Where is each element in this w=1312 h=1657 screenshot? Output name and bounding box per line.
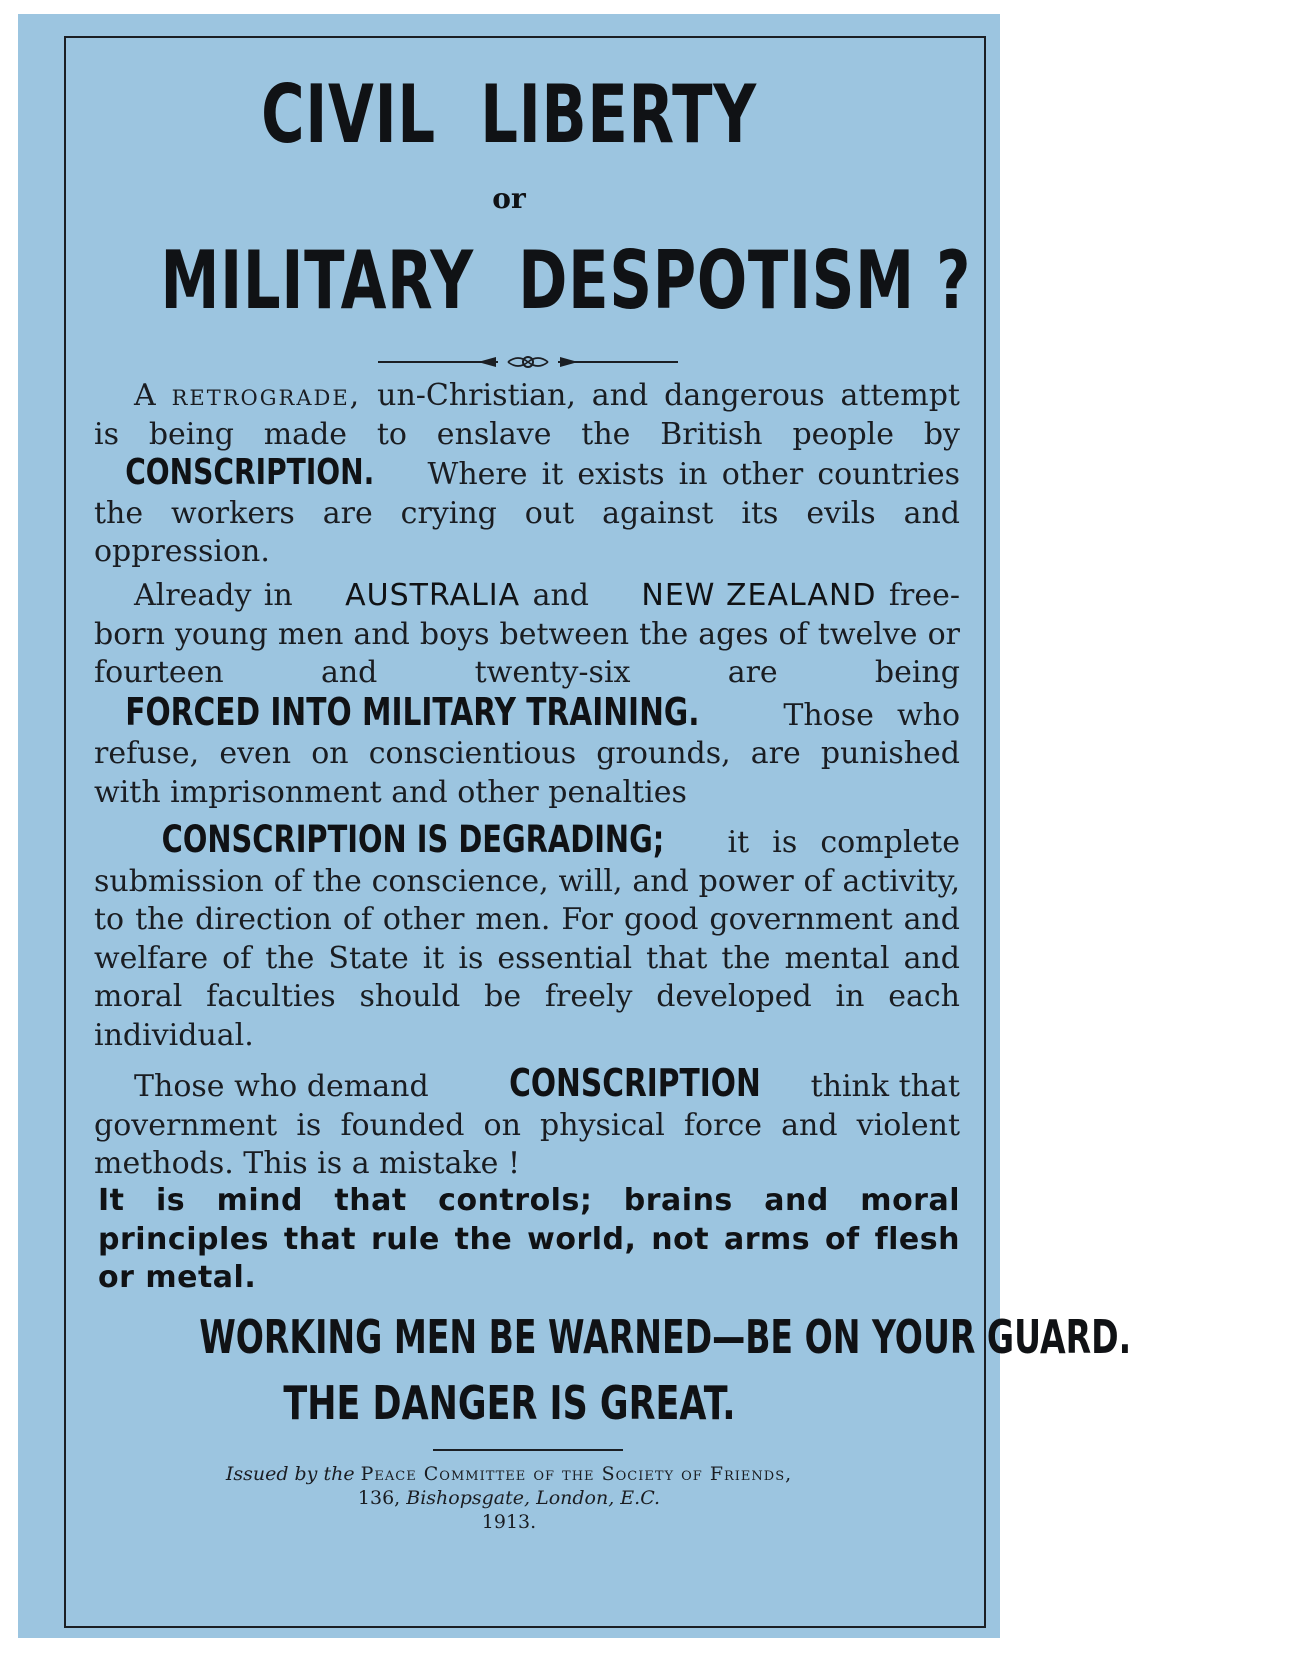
p4-conscription: CONSCRIPTION	[509, 1061, 762, 1105]
p2-australia: AUSTRALIA	[345, 578, 521, 613]
footer-issued: Issued by the	[225, 1463, 355, 1485]
p2-text-end: Those who refuse, even on conscientious grounds, are punished with imprisonment and other penalties	[94, 697, 960, 810]
footer-line-2	[18, 1486, 1000, 1510]
p4-start: Those who demand	[134, 1069, 429, 1104]
p2-forced-training: FORCED INTO MILITARY TRAINING.	[125, 689, 700, 734]
footer-year: 1913.	[481, 1511, 537, 1533]
p2-new-zealand: NEW ZEALAND	[641, 578, 877, 613]
p3-degrading: CONSCRIPTION IS DEGRADING;	[161, 818, 665, 861]
paragraph-1	[94, 377, 960, 572]
ornament-divider	[378, 354, 678, 370]
p1-conscription: CONSCRIPTION.	[125, 452, 375, 493]
headline-line-2	[18, 234, 1000, 327]
paragraph-4	[94, 1061, 960, 1184]
headline-liberty: LIBERTY	[480, 68, 757, 161]
p4-text: think that government is founded on physical force and violent methods. This is a mistake !	[94, 1069, 960, 1181]
leaflet	[18, 14, 1132, 1638]
paragraph-2	[94, 577, 960, 812]
p1-text: un-Christian, and dangerous attempt is being made to enslave the British people by	[94, 378, 960, 452]
p3-text: it is complete submission of the conscience, will, and power of activity, to the direction of other men. For good government and welfare of the State it is essential that the mental and moral faculties should be freely developed in each individual.	[94, 825, 960, 1053]
paragraph-3	[94, 818, 960, 1055]
p1-retrograde: retrograde,	[171, 378, 362, 413]
footer-number: 136,	[357, 1487, 401, 1509]
p1-start: A	[134, 378, 156, 413]
warning-line-1	[18, 1310, 1132, 1364]
headline-line-1	[18, 68, 1000, 161]
paragraph-5-bold: It is mind that controls; brains and moral principles that rule the world, not arms of flesh or metal.	[98, 1183, 960, 1295]
headline-civil: CIVIL	[261, 68, 436, 161]
warning-text-2: THE DANGER IS GREAT.	[282, 1376, 736, 1430]
p1-text-end: Where it exists in other countries the workers are crying out against its evils and oppression.	[94, 457, 961, 569]
footer-street: Bishopsgate, London, E.C.	[406, 1487, 661, 1509]
headline-despotism: DESPOTISM ?	[518, 234, 972, 327]
headline-military: MILITARY	[160, 234, 474, 327]
p2-start: Already in	[134, 578, 293, 613]
warning-text-1: WORKING MEN BE WARNED—BE ON YOUR GUARD.	[199, 1310, 1132, 1364]
warning-line-2	[18, 1376, 1000, 1430]
footer-committee: Peace Committee of the Society of Friends,	[360, 1463, 793, 1485]
footer-line-1	[18, 1462, 1000, 1486]
headline-or: or	[492, 182, 526, 215]
p2-and: and	[532, 578, 589, 613]
p2-text: free-born young men and boys between the ages of twelve or fourteen and twenty-six are being	[94, 578, 960, 690]
footer-rule	[433, 1449, 623, 1451]
